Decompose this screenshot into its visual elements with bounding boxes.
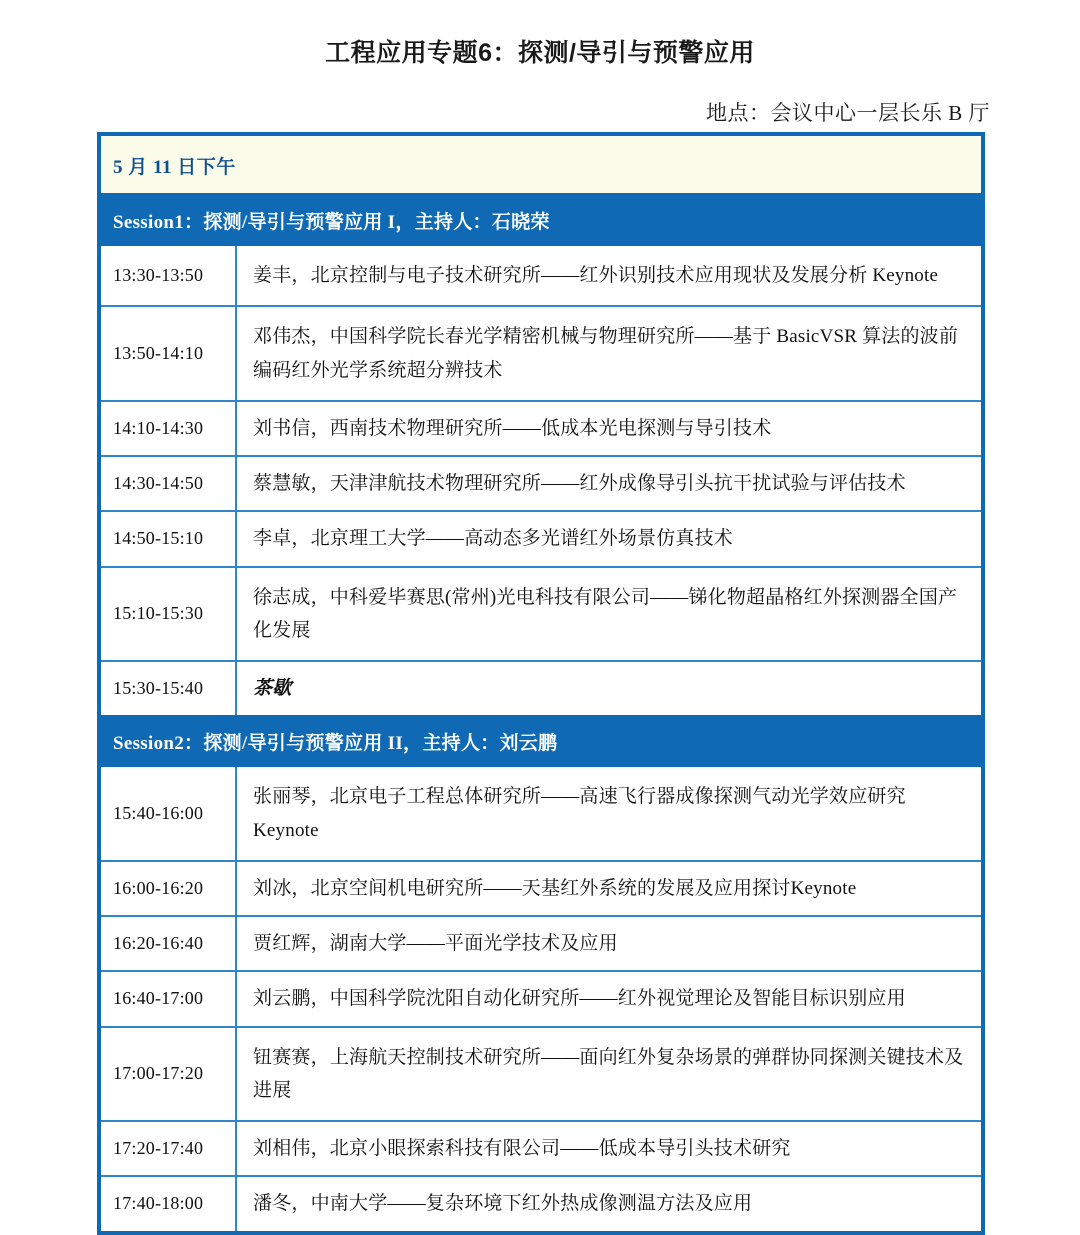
table-row <box>101 246 981 307</box>
row-topic: 邓伟杰，中国科学院长春光学精密机械与物理研究所——基于 BasicVSR 算法的波前编码红外光学系统超分辨技术 <box>253 326 959 381</box>
table-row <box>101 307 981 402</box>
table-row <box>101 1177 981 1230</box>
date-header: 5 月 11 日下午 <box>101 136 981 194</box>
venue-label: 地点：会议中心一层长乐 B 厅 <box>705 101 990 125</box>
table-row <box>101 512 981 567</box>
row-time: 16:00-16:20 <box>101 862 237 915</box>
row-topic: 张丽琴，北京电子工程总体研究所——高速飞行器成像探测气动光学效应研究 Keynote <box>253 786 906 841</box>
row-topic: 刘相伟，北京小眼探索科技有限公司——低成本导引头技术研究 <box>253 1138 791 1159</box>
table-row <box>101 917 981 972</box>
row-time: 15:30-15:40 <box>101 662 237 715</box>
row-time: 17:20-17:40 <box>101 1122 237 1175</box>
row-time: 16:20-16:40 <box>101 917 237 970</box>
row-time: 15:10-15:30 <box>101 568 237 661</box>
row-break-label: 茶歇 <box>253 678 292 699</box>
row-time: 17:00-17:20 <box>101 1028 237 1121</box>
table-row <box>101 568 981 663</box>
row-topic: 徐志成，中科爱毕赛思(常州)光电科技有限公司——锑化物超晶格红外探测器全国产化发展 <box>253 586 958 641</box>
session-rows <box>101 767 981 1230</box>
page-title: 工程应用专题6：探测/导引与预警应用 <box>325 39 755 67</box>
table-row <box>101 767 981 862</box>
row-time: 14:10-14:30 <box>101 402 237 455</box>
row-time: 13:30-13:50 <box>101 246 237 305</box>
table-row <box>101 402 981 457</box>
table-row <box>101 457 981 512</box>
row-time: 14:50-15:10 <box>101 512 237 565</box>
row-time: 13:50-14:10 <box>101 307 237 400</box>
session-rows <box>101 246 981 715</box>
row-topic: 姜丰，北京控制与电子技术研究所——红外识别技术应用现状及发展分析 Keynote <box>253 265 939 286</box>
table-row <box>101 862 981 917</box>
row-topic: 潘冬，中南大学——复杂环境下红外热成像测温方法及应用 <box>253 1193 753 1215</box>
sessions-container <box>101 194 981 1231</box>
table-row <box>101 662 981 715</box>
table-row <box>101 972 981 1027</box>
row-topic: 李卓，北京理工大学——高动态多光谱红外场景仿真技术 <box>253 528 734 550</box>
schedule-table <box>97 132 985 1235</box>
row-time: 14:30-14:50 <box>101 457 237 510</box>
row-topic: 蔡慧敏，天津津航技术物理研究所——红外成像导引头抗干扰试验与评估技术 <box>253 473 906 494</box>
row-topic: 刘云鹏，中国科学院沈阳自动化研究所——红外视觉理论及智能目标识别应用 <box>253 988 906 1010</box>
row-time: 16:40-17:00 <box>101 972 237 1025</box>
row-topic: 刘冰，北京空间机电研究所——天基红外系统的发展及应用探讨Keynote <box>253 877 857 899</box>
table-row <box>101 1122 981 1177</box>
table-row <box>101 1028 981 1123</box>
session-header: Session1：探测/导引与预警应用 I，主持人：石晓荣 <box>101 194 981 246</box>
session-header: Session2：探测/导引与预警应用 II，主持人：刘云鹏 <box>101 715 981 767</box>
row-topic: 贾红辉，湖南大学——平面光学技术及应用 <box>253 933 618 954</box>
row-topic: 刘书信，西南技术物理研究所——低成本光电探测与导引技术 <box>253 417 772 439</box>
row-time: 17:40-18:00 <box>101 1177 237 1230</box>
row-time: 15:40-16:00 <box>101 767 237 860</box>
row-topic: 钮赛赛，上海航天控制技术研究所——面向红外复杂场景的弹群协同探测关键技术及进展 <box>253 1046 964 1101</box>
